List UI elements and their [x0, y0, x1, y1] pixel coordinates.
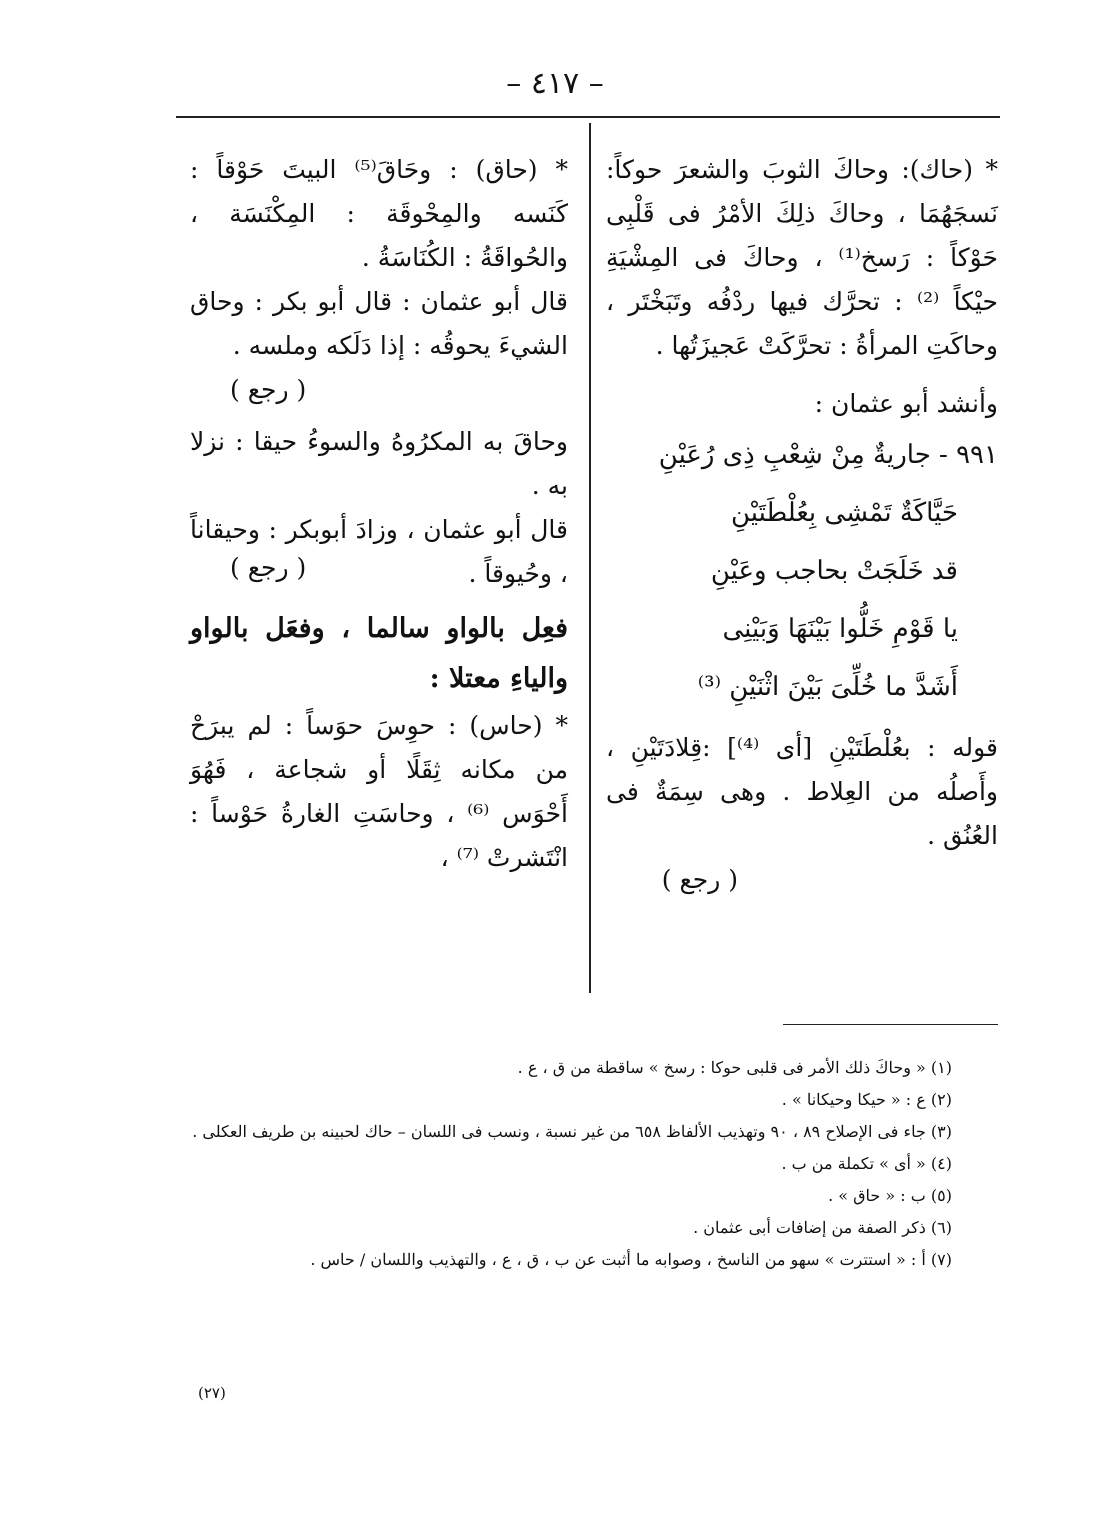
verse-line: قد خَلَجَتْ بحاجب وعَيْنِ — [710, 556, 958, 586]
verse-line: أَشَدَّ ما خُلِّىَ بَيْنَ اثْنَيْنِ ⁽³⁾ — [697, 672, 958, 702]
paragraph: قال أبو عثمان : قال أبو بكر : وحاق الشيءَ يحوقُه : إذا دَلَكه وملسه . — [190, 287, 568, 360]
entry-haqa: * (حاق) : وحَاقَ⁽⁵⁾ البيتَ حَوْقاً : كَنَسه والمِحْوقَة : المِكْنَسَة ، والحُواقَةُ : الكُنَاسَةُ . — [190, 155, 568, 272]
footnote-rule — [783, 1024, 998, 1025]
footnote: (١) « وحاكَ ذلك الأمر فى قلبى حوكا : رسخ » ساقطة من ق ، ع . — [517, 1058, 952, 1077]
entry-haka: * (حاك): وحاكَ الثوبَ والشعرَ حوكاً: نَسجَهُمَا ، وحاكَ ذلِكَ الأمْرُ فى قَلْبِى حَوْكاً : رَسخ⁽¹⁾ ، وحاكَ فى المِشْيَةِ حيْكاً ⁽²⁾ : تحرَّك فيها ردْفُه وتَبَخْتَر ، وحاكَتِ المرأةُ : تحرَّكَتْ عَجيزَتُها . — [606, 155, 998, 360]
verse-commentary: قوله : بعُلْطَتَيْنِ [أى ⁽⁴⁾] :قِلادَتَيْنِ ، وأَصلُه من العِلاط . وهى سِمَةٌ فى العُنُق . — [606, 733, 998, 850]
return-marker: ( رجع ) — [230, 375, 307, 404]
footnote: (٥) ب : « حاق » . — [828, 1186, 952, 1205]
column-divider — [589, 123, 591, 993]
paragraph: وحاقَ به المكرُوهُ والسوءُ حيقا : نزلا به . — [190, 427, 568, 500]
verse-line: يا قَوْمِ خَلُّوا بَيْنَهَا وَبَيْنِى — [722, 614, 958, 644]
page-number: – ٤١٧ – — [506, 66, 604, 101]
footnote: (٢) ع : « حيكا وحيكانا » . — [781, 1090, 952, 1109]
footnote: (٣) جاء فى الإصلاح ٨٩ ، ٩٠ وتهذيب الألفاظ ٦٥٨ من غير نسبة ، ونسب فى اللسان – حاك لحبينه بن طريف العكلى . — [192, 1122, 952, 1141]
verse-intro: وأنشد أبو عثمان : — [814, 389, 998, 418]
footnote: (٧) أ : « استترت » سهو من الناسخ ، وصوابه ما أثبت عن ب ، ق ، ع ، والتهذيب واللسان / حاس . — [310, 1250, 952, 1269]
paragraph: قال أبو عثمان ، وزادَ أبوبكر : وحيقاناً ، وحُيوقاً . — [190, 515, 568, 588]
header-rule — [176, 116, 1000, 118]
verse-block — [606, 426, 998, 716]
right-column — [606, 148, 998, 902]
verse-line: ٩٩١ - جاريةٌ مِنْ شِعْبِ ذِى رُعَيْنِ — [658, 440, 998, 470]
signature-mark: (٢٧) — [198, 1384, 226, 1402]
entry-hasa: * (حاس) : حوِسَ حوَساً : لم يبرَحْ من مكانه ثِقَلًا أو شجاعة ، فَهُوَ أَحْوَس ⁽⁶⁾ ، وحاسَتِ الغارةُ حَوْساً : انْتَشرتْ ⁽⁷⁾ ، — [190, 711, 568, 872]
return-marker: ( رجع ) — [230, 553, 307, 582]
footnote: (٤) « أى » تكملة من ب . — [781, 1154, 952, 1173]
verse-line: حَيَّاكَةٌ تَمْشِى بِعُلْطَتَيْنِ — [730, 498, 958, 528]
left-column — [190, 148, 568, 880]
footnotes — [188, 1052, 952, 1276]
footnote: (٦) ذكر الصفة من إضافات أبى عثمان . — [693, 1218, 952, 1237]
return-marker: ( رجع ) — [661, 865, 738, 894]
section-heading: فعِل بالواو سالما ، وفعَل بالواو والياءِ معتلا : — [190, 613, 568, 694]
